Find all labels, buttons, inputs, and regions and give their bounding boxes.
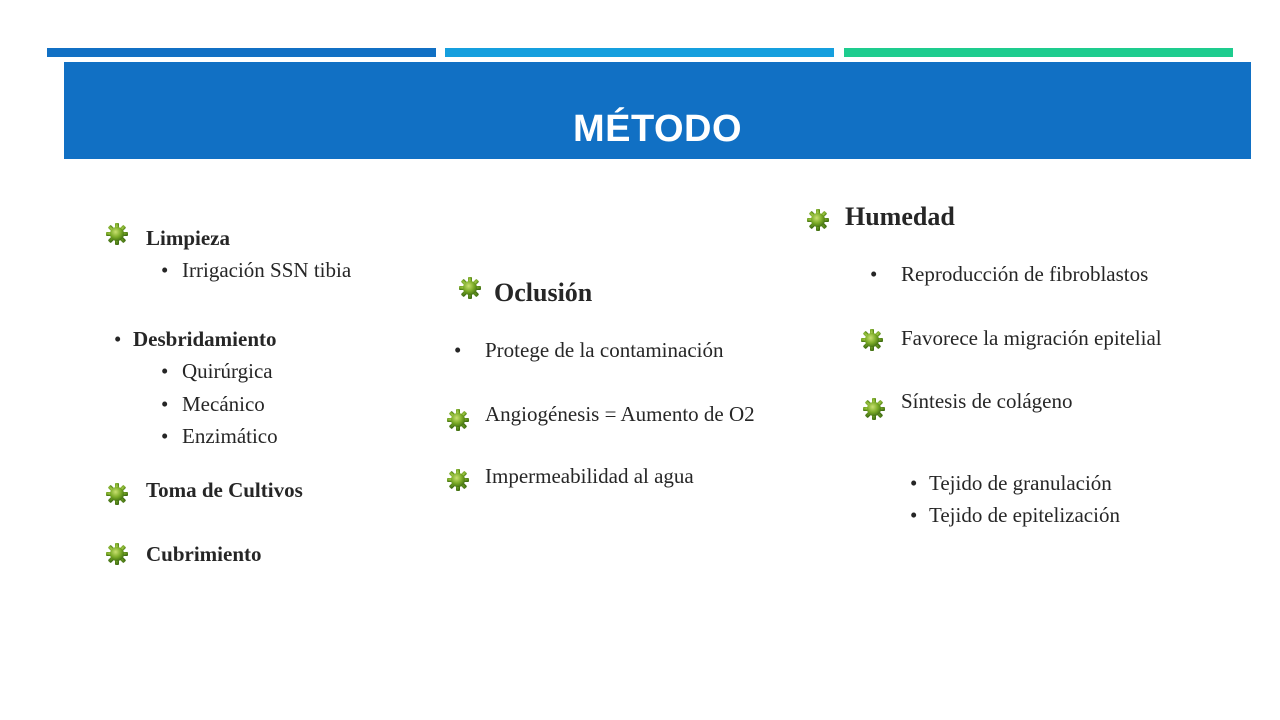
oclusion-item: Angiogénesis = Aumento de O2 (485, 402, 755, 426)
humedad-item: Reproducción de fibroblastos (901, 262, 1149, 286)
gear-bullet-icon (446, 408, 470, 432)
gear-bullet-icon (105, 482, 129, 506)
gear-bullet-icon (862, 397, 886, 421)
humedad-heading: Humedad (845, 202, 955, 231)
oclusion-heading: Oclusión (494, 278, 593, 307)
page-title: MÉTODO (572, 108, 743, 150)
top-stripe-green (844, 48, 1233, 57)
limpieza-sub-item: Irrigación SSN tibia (182, 258, 352, 282)
desbridamiento-sub-item: Mecánico (182, 392, 265, 416)
gear-bullet-icon (446, 468, 470, 492)
oclusion-item: Protege de la contaminación (485, 338, 724, 362)
humedad-sub-item: Tejido de granulación (929, 471, 1112, 495)
humedad-item: Favorece la migración epitelial (901, 326, 1162, 350)
gear-bullet-icon (105, 222, 129, 246)
bullet-dot: • (870, 262, 878, 286)
bullet-dot: • (454, 338, 462, 362)
humedad-item: Síntesis de colágeno (901, 389, 1073, 413)
cultivos-label: Toma de Cultivos (146, 478, 303, 502)
gear-bullet-icon (806, 208, 830, 232)
bullet-dot: • (161, 258, 169, 282)
limpieza-label: Limpieza (146, 226, 230, 250)
gear-bullet-icon (860, 328, 884, 352)
top-stripe-blue (47, 48, 436, 57)
top-stripe-lightblue (445, 48, 834, 57)
bullet-dot: • (161, 392, 169, 416)
humedad-sub-item: Tejido de epitelización (929, 503, 1120, 527)
bullet-dot: • (161, 359, 169, 383)
bullet-dot: • (161, 424, 169, 448)
title-banner (64, 62, 1251, 159)
gear-bullet-icon (105, 542, 129, 566)
bullet-dot: • (114, 327, 122, 351)
desbridamiento-sub-item: Quirúrgica (182, 359, 273, 383)
bullet-dot: • (910, 503, 918, 527)
desbridamiento-label: Desbridamiento (133, 327, 277, 351)
desbridamiento-sub-item: Enzimático (182, 424, 278, 448)
bullet-dot: • (910, 471, 918, 495)
gear-bullet-icon (458, 276, 482, 300)
oclusion-item: Impermeabilidad al agua (485, 464, 694, 488)
cubrimiento-label: Cubrimiento (146, 542, 262, 566)
